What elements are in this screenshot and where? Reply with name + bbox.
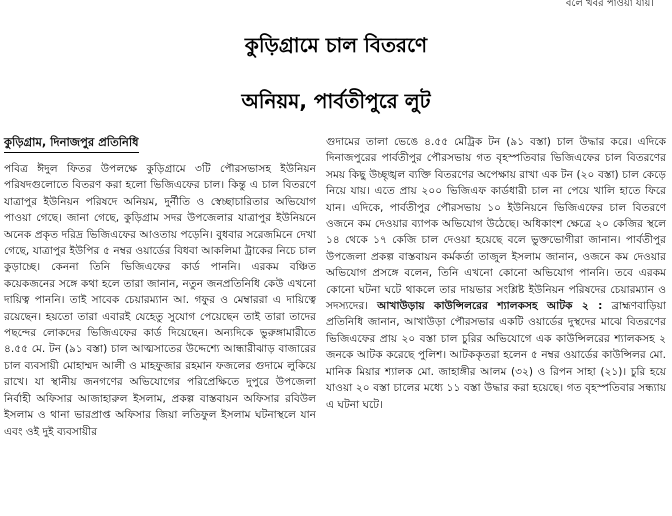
right-column-body <box>326 134 666 413</box>
headline-line-2: অনিয়ম, পার্বতীপুরে লুট <box>241 89 431 113</box>
left-column <box>4 134 316 440</box>
previous-article-fragment: বলে খবর পাওয়া যায়। <box>565 0 654 9</box>
subhead: আখাউড়ায় কাউন্সিলরের শ্যালকসহ আটক ২ : <box>377 300 603 313</box>
left-column-body: পবিত্র ঈদুল ফিতর উপলক্ষে কুড়িগ্রামে ৩টি পৌরসভাসহ ইউনিয়ন পরিষদগুলোতে বিতরণ করা হলো ভিজিএফের চাল। কিন্তু এ চাল বিতরণে যাত্রাপুর ইউনিয়ন পরিষদে অনিয়ম, দুর্নীতি ও স্বেচ্ছাচারিতার অভিযোগ পাওয়া গেছে। জানা গেছে, কুড়িগ্রাম সদর উপজেলার যাত্রাপুর ইউনিয়নে অনেক প্রকৃত দরিদ্র ভিজিএফের আওতায় পড়েনি। বুধবার সরেজমিনে দেখা গেছে, যাত্রাপুর ইউপির ৫ নম্বর ওয়ার্ডের বিধবা আকলিমা ট্রাকের নিচে চাল কুড়াচ্ছে। কেননা তিনি ভিজিএফের কার্ড পাননি। এরকম বঞ্চিত কয়েকজনের সঙ্গে কথা হলে তারা জানান, নতুন জনপ্রতিনিধি কেউ এখনো দায়িত্ব পাননি। তাই সাবেক চেয়ারম্যান আ. গফুর ও মেম্বাররা এ দায়িত্বে রয়েছেন। হয়তো তারা এবারই যেহেতু সুযোগ পেয়েছেন তাই তারা তাদের পছন্দের লোকদের ভিজিএফের কার্ড দিয়েছেন। অন্যদিকে ভুরুঙ্গামারীতে ৪.৫৫ মে. টন (৯১ বস্তা) চাল আত্মসাতের উদ্দেশ্যে আন্ধারীঝাড় বাজারের চাল ব্যবসায়ী মোহাম্মদ আলী ও মাহফুজার রহমান ফজলের গুদামে লুকিয়ে রাখে। যা স্থানীয় জনগণের অভিযোগের পরিপ্রেক্ষিতে দুপুরে উপজেলা নির্বাহী অফিসার আজাহারুল ইসলাম, প্রকল্প বাস্তবায়ন অফিসার রবিউল ইসলাম ও থানা ভারপ্রাপ্ত অফিসার জিয়া লতিফুল ইসলাম ঘটনাস্থলে যান এবং ওই দুই ব্যবসায়ীর <box>4 163 316 438</box>
headline-line-1: কুড়িগ্রামে চাল বিতরণে <box>244 33 428 57</box>
right-column-text-1: গুদামের তালা ভেঙে ৪.৫৫ মেট্রিক টন (৯১ বস্তা) চাল উদ্ধার করে। এদিকে দিনাজপুরের পার্বতীপুর পৌরসভায় গত বৃহস্পতিবার ভিজিএফের চাল বিতরণের সময় কিছু উচ্ছৃঙ্খল ব্যক্তি বিতরণের অপেক্ষায় রাখা এক টন (২০ বস্তা) চাল কেড়ে নিয়ে যায়। এতে প্রায় ২০০ ভিজিএফ কার্ডধারী চাল না পেয়ে খালি হাতে ফিরে যান। এদিকে, পার্বতীপুর পৌরসভায় ১০ ইউনিয়নে ভিজিএফের চাল বিতরণে ওজনে কম দেওয়ার ব্যাপক অভিযোগ উঠেছে। অধিকাংশ ক্ষেত্রে ২০ কেজির স্থলে ১৪ থেকে ১৭ কেজি চাল দেওয়া হয়েছে বলে ভুক্তভোগীরা জানান। পার্বতীপুর উপজেলা প্রকল্প বাস্তবায়ন কর্মকর্তা তাজুল ইসলাম জানান, ওজনে কম দেওয়ার অভিযোগ প্রসঙ্গে বলেন, তিনি এখনো কোনো অভিযোগ পাননি। তবে এরকম কোনো ঘটনা ঘটে থাকলে তার দায়ভার সংশ্লিষ্ট ইউনিয়ন পরিষদের চেয়ারম্যান ও সদস্যদের। <box>326 136 666 313</box>
byline: কুড়িগ্রাম, দিনাজপুর প্রতিনিধি <box>4 134 139 153</box>
right-column-text-2: ব্রাহ্মণবাড়িয়া প্রতিনিধি জানান, আখাউড়া পৌরসভার একটি ওয়ার্ডের দুস্থদের মাঝে বিতরণের ভিজিএফের প্রায় ২০ বস্তা চাল চুরির অভিযোগে এক কাউন্সিলরের শ্যালকসহ ২ জনকে আটক করেছে পুলিশ। আটককৃতরা হলেন ৫ নম্বর ওয়ার্ডের কাউন্সিলর মো. মানিক মিয়ার শ্যালক মো. জাহাঙ্গীর আলম (৩২) ও রিপন সাহা (২১)। চুরি হয়ে যাওয়া ২০ বস্তা চালের মধ্যে ১১ বস্তা উদ্ধার করা হয়েছে। গত বৃহস্পতিবার সন্ধ্যায় এ ঘটনা ঘটে। <box>326 300 666 411</box>
right-column <box>326 134 666 413</box>
